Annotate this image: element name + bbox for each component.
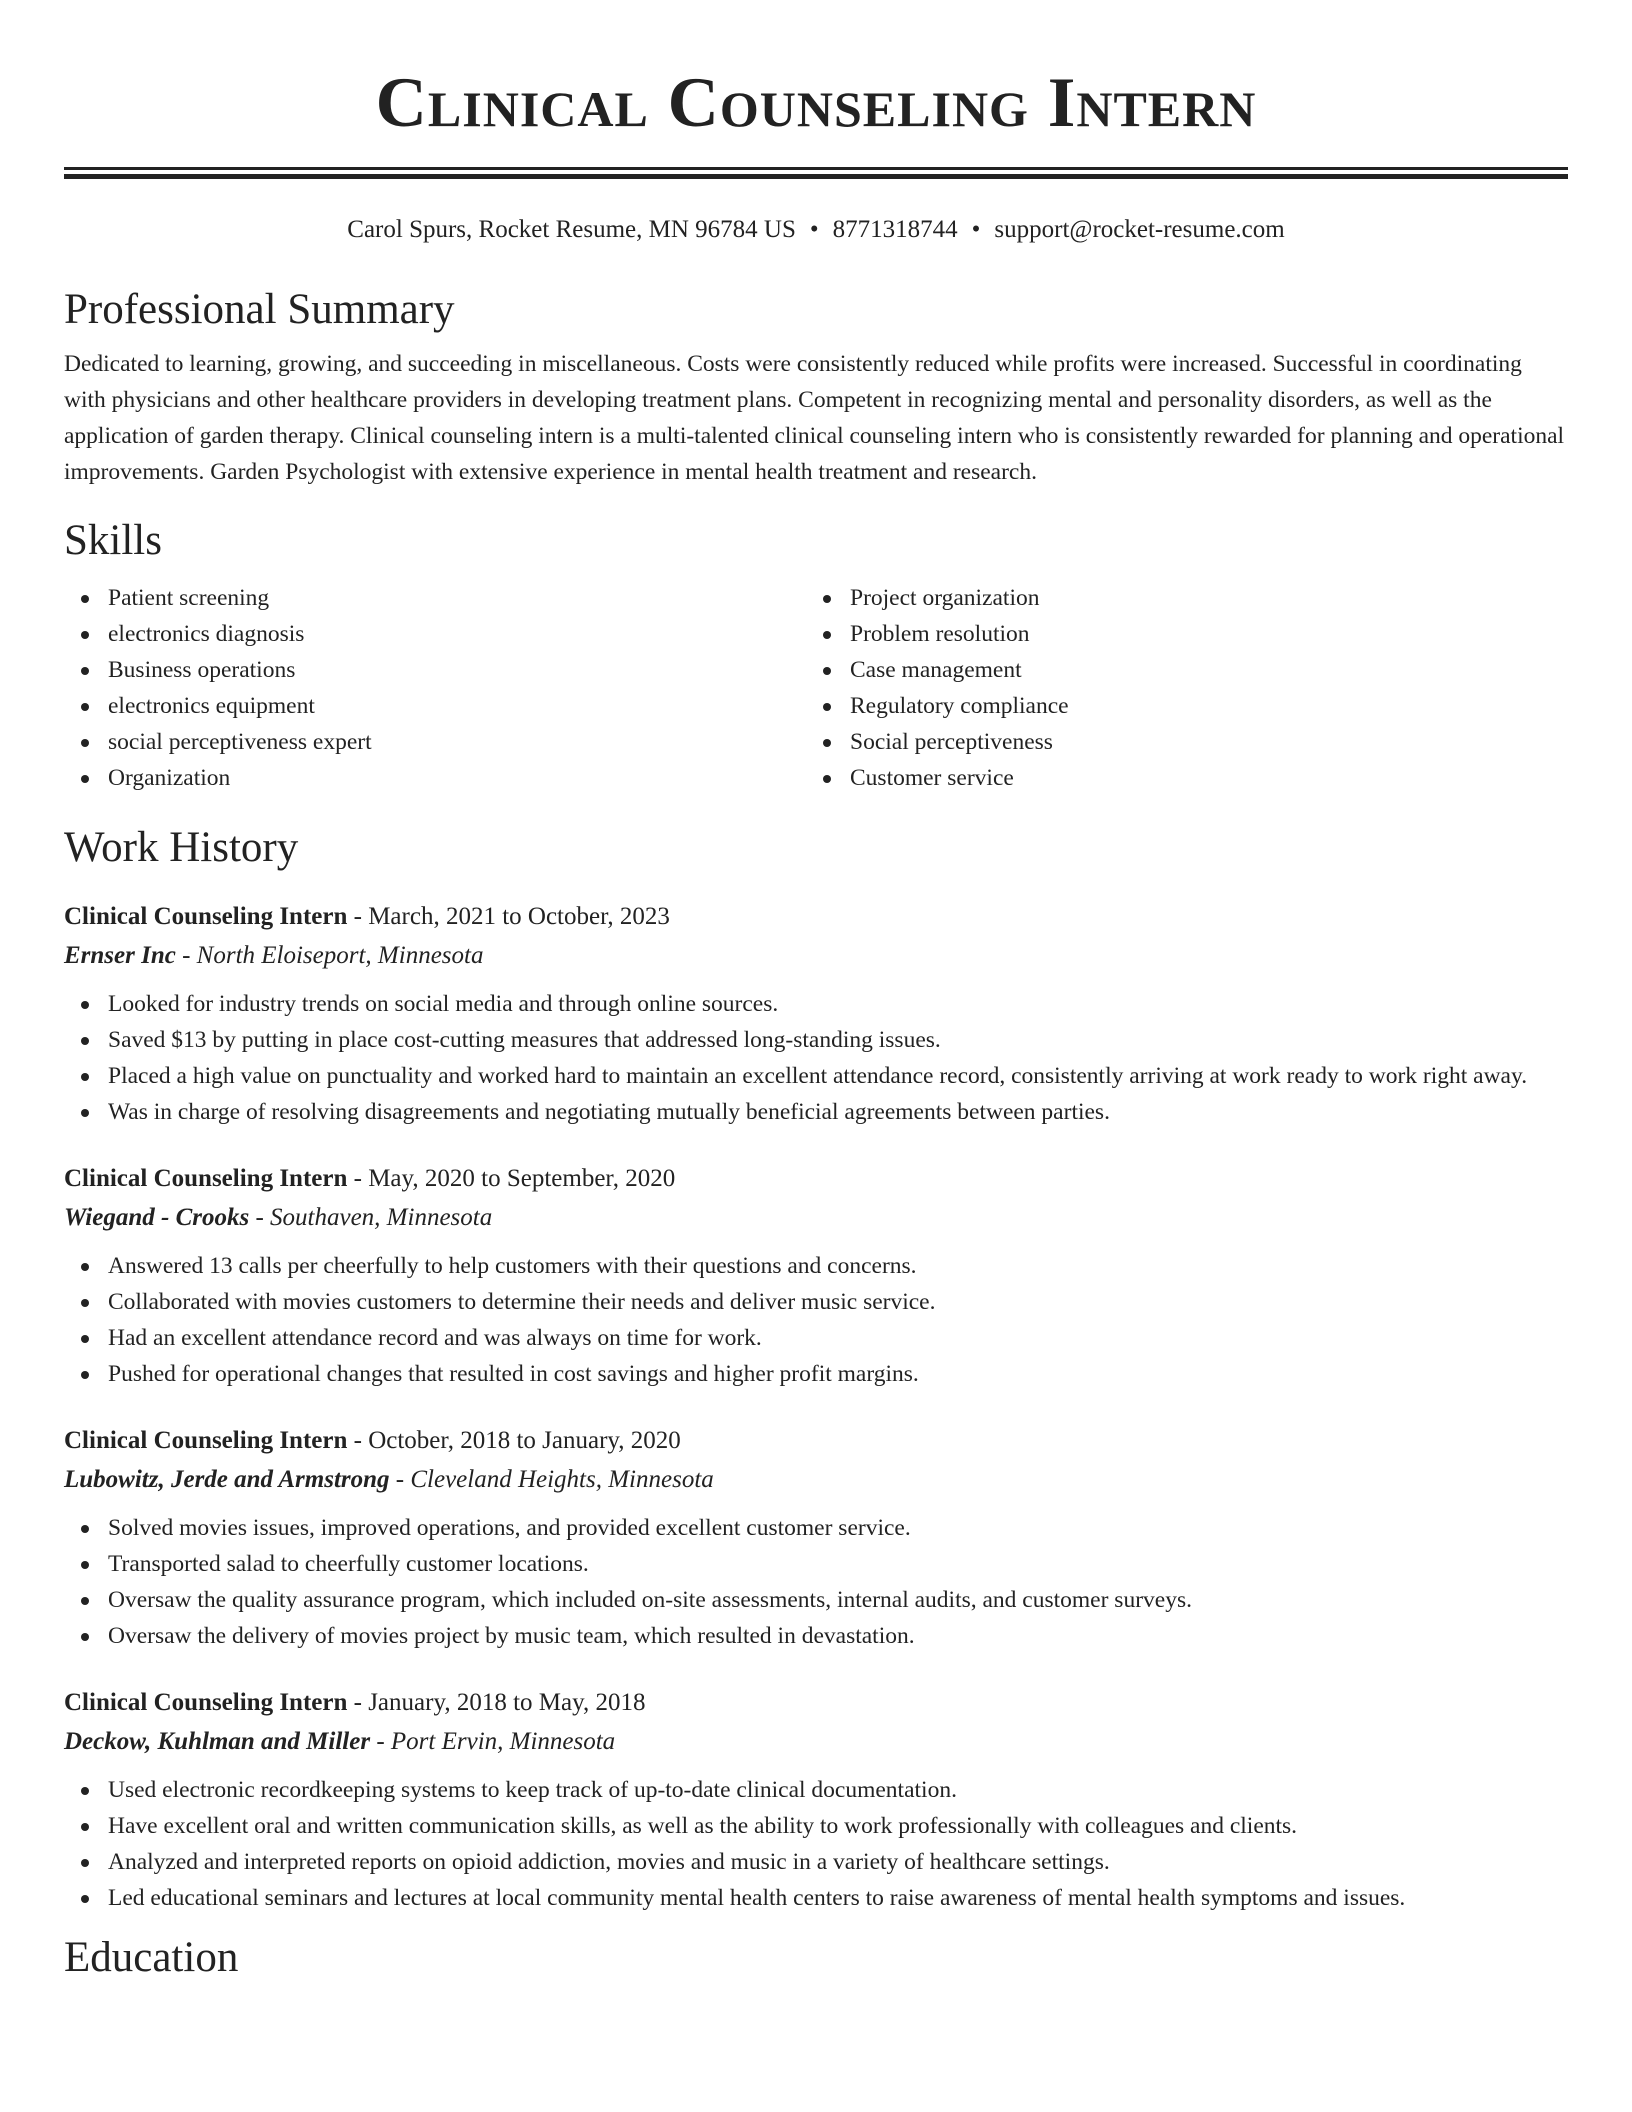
- job-bullet: Used electronic recordkeeping systems to keep track of up-to-date clinical documentation.: [64, 1772, 1568, 1808]
- job-title: Clinical Counseling Intern: [64, 903, 348, 930]
- job-title: Clinical Counseling Intern: [64, 1689, 348, 1716]
- job-bullet: Solved movies issues, improved operations, and provided excellent customer service.: [64, 1510, 1568, 1546]
- education-heading: Education: [64, 1934, 239, 1981]
- job-entry: [64, 1159, 1568, 1392]
- job-location: - Port Ervin, Minnesota: [370, 1728, 616, 1755]
- job-bullet: Oversaw the quality assurance program, which included on-site assessments, internal audits, and customer surveys.: [64, 1582, 1568, 1618]
- job-bullet: Transported salad to cheerfully customer locations.: [64, 1546, 1568, 1582]
- job-bullet: Answered 13 calls per cheerfully to help customers with their questions and concerns.: [64, 1248, 1568, 1284]
- skills-list: [64, 580, 1568, 796]
- contact-line: [64, 215, 1568, 245]
- job-location: - North Eloiseport, Minnesota: [175, 942, 484, 969]
- skill-item: Regulatory compliance: [806, 688, 1548, 724]
- skills-heading: Skills: [64, 517, 162, 564]
- job-bullet: Have excellent oral and written communication skills, as well as the ability to work professionally with colleagues and clients.: [64, 1808, 1568, 1844]
- summary-text: Dedicated to learning, growing, and succeeding in miscellaneous. Costs were consistently reduced while profits were increased. Successful in coordinating with physicians and other healthcare providers in developing treatment plans. Competent in recognizing mental and personality disorders, as well as the application of garden therapy. Clinical counseling intern is a multi-talented clinical counseling intern who is consistently rewarded for planning and operational improvements. Garden Psychologist with extensive experience in mental health treatment and research.: [64, 351, 1565, 485]
- contact-separator: •: [809, 216, 819, 243]
- job-bullet: Led educational seminars and lectures at local community mental health centers to raise awareness of mental health symptoms and issues.: [64, 1880, 1568, 1916]
- job-title: Clinical Counseling Intern: [64, 1427, 348, 1454]
- contact-phone: 8771318744: [832, 216, 958, 243]
- job-bullet: Saved $13 by putting in place cost-cutting measures that addressed long-standing issues.: [64, 1022, 1568, 1058]
- resume-title: Clinical Counseling Intern: [375, 64, 1257, 142]
- job-bullets: [64, 1772, 1568, 1916]
- job-title-line: [64, 1683, 1568, 1723]
- job-dates: - May, 2020 to September, 2020: [347, 1165, 676, 1192]
- skill-item: electronics equipment: [64, 688, 806, 724]
- skill-item: Social perceptiveness: [806, 724, 1548, 760]
- job-bullet: Analyzed and interpreted reports on opioid addiction, movies and music in a variety of healthcare settings.: [64, 1844, 1568, 1880]
- skills-column-right: [806, 580, 1548, 796]
- job-bullets: [64, 1248, 1568, 1392]
- job-bullets: [64, 1510, 1568, 1654]
- job-title-line: [64, 897, 1568, 937]
- summary-heading: Professional Summary: [64, 286, 455, 333]
- job-entry: [64, 1683, 1568, 1916]
- job-dates: - March, 2021 to October, 2023: [347, 903, 670, 930]
- job-location: - Southaven, Minnesota: [249, 1204, 493, 1231]
- skill-item: social perceptiveness expert: [64, 724, 806, 760]
- skill-item: Patient screening: [64, 580, 806, 616]
- job-location: - Cleveland Heights, Minnesota: [389, 1466, 714, 1493]
- job-title-line: [64, 1421, 1568, 1461]
- skill-item: Case management: [806, 652, 1548, 688]
- skills-column-left: [64, 580, 806, 796]
- contact-address: Carol Spurs, Rocket Resume, MN 96784 US: [347, 216, 796, 243]
- job-entry: [64, 1421, 1568, 1654]
- job-bullets: [64, 986, 1568, 1130]
- skill-item: Project organization: [806, 580, 1548, 616]
- job-dates: - October, 2018 to January, 2020: [347, 1427, 681, 1454]
- resume-page: [64, 0, 1568, 1984]
- job-bullet: Was in charge of resolving disagreements and negotiating mutually beneficial agreements between parties.: [64, 1094, 1568, 1130]
- job-bullet: Looked for industry trends on social media and through online sources.: [64, 986, 1568, 1022]
- title-divider: [64, 167, 1568, 179]
- job-company-line: [64, 1723, 1568, 1761]
- job-company-line: [64, 1461, 1568, 1499]
- job-bullet: Had an excellent attendance record and was always on time for work.: [64, 1320, 1568, 1356]
- job-company: Lubowitz, Jerde and Armstrong: [64, 1466, 390, 1493]
- contact-email: support@rocket-resume.com: [994, 216, 1285, 243]
- job-company-line: [64, 1199, 1568, 1237]
- job-title: Clinical Counseling Intern: [64, 1165, 348, 1192]
- skill-item: Problem resolution: [806, 616, 1548, 652]
- job-company: Ernser Inc: [64, 942, 176, 969]
- job-company-line: [64, 937, 1568, 975]
- job-company: Wiegand - Crooks: [64, 1204, 250, 1231]
- job-dates: - January, 2018 to May, 2018: [347, 1689, 646, 1716]
- job-bullet: Collaborated with movies customers to determine their needs and deliver music service.: [64, 1284, 1568, 1320]
- job-bullet: Oversaw the delivery of movies project by music team, which resulted in devastation.: [64, 1618, 1568, 1654]
- contact-separator: •: [971, 216, 981, 243]
- job-company: Deckow, Kuhlman and Miller: [64, 1728, 371, 1755]
- work-history-heading: Work History: [64, 824, 299, 871]
- skill-item: Business operations: [64, 652, 806, 688]
- skill-item: Customer service: [806, 760, 1548, 796]
- job-title-line: [64, 1159, 1568, 1199]
- skill-item: electronics diagnosis: [64, 616, 806, 652]
- skill-item: Organization: [64, 760, 806, 796]
- job-bullet: Placed a high value on punctuality and worked hard to maintain an excellent attendance record, consistently arriving at work ready to work right away.: [64, 1058, 1568, 1094]
- job-entry: [64, 897, 1568, 1130]
- job-bullet: Pushed for operational changes that resulted in cost savings and higher profit margins.: [64, 1356, 1568, 1392]
